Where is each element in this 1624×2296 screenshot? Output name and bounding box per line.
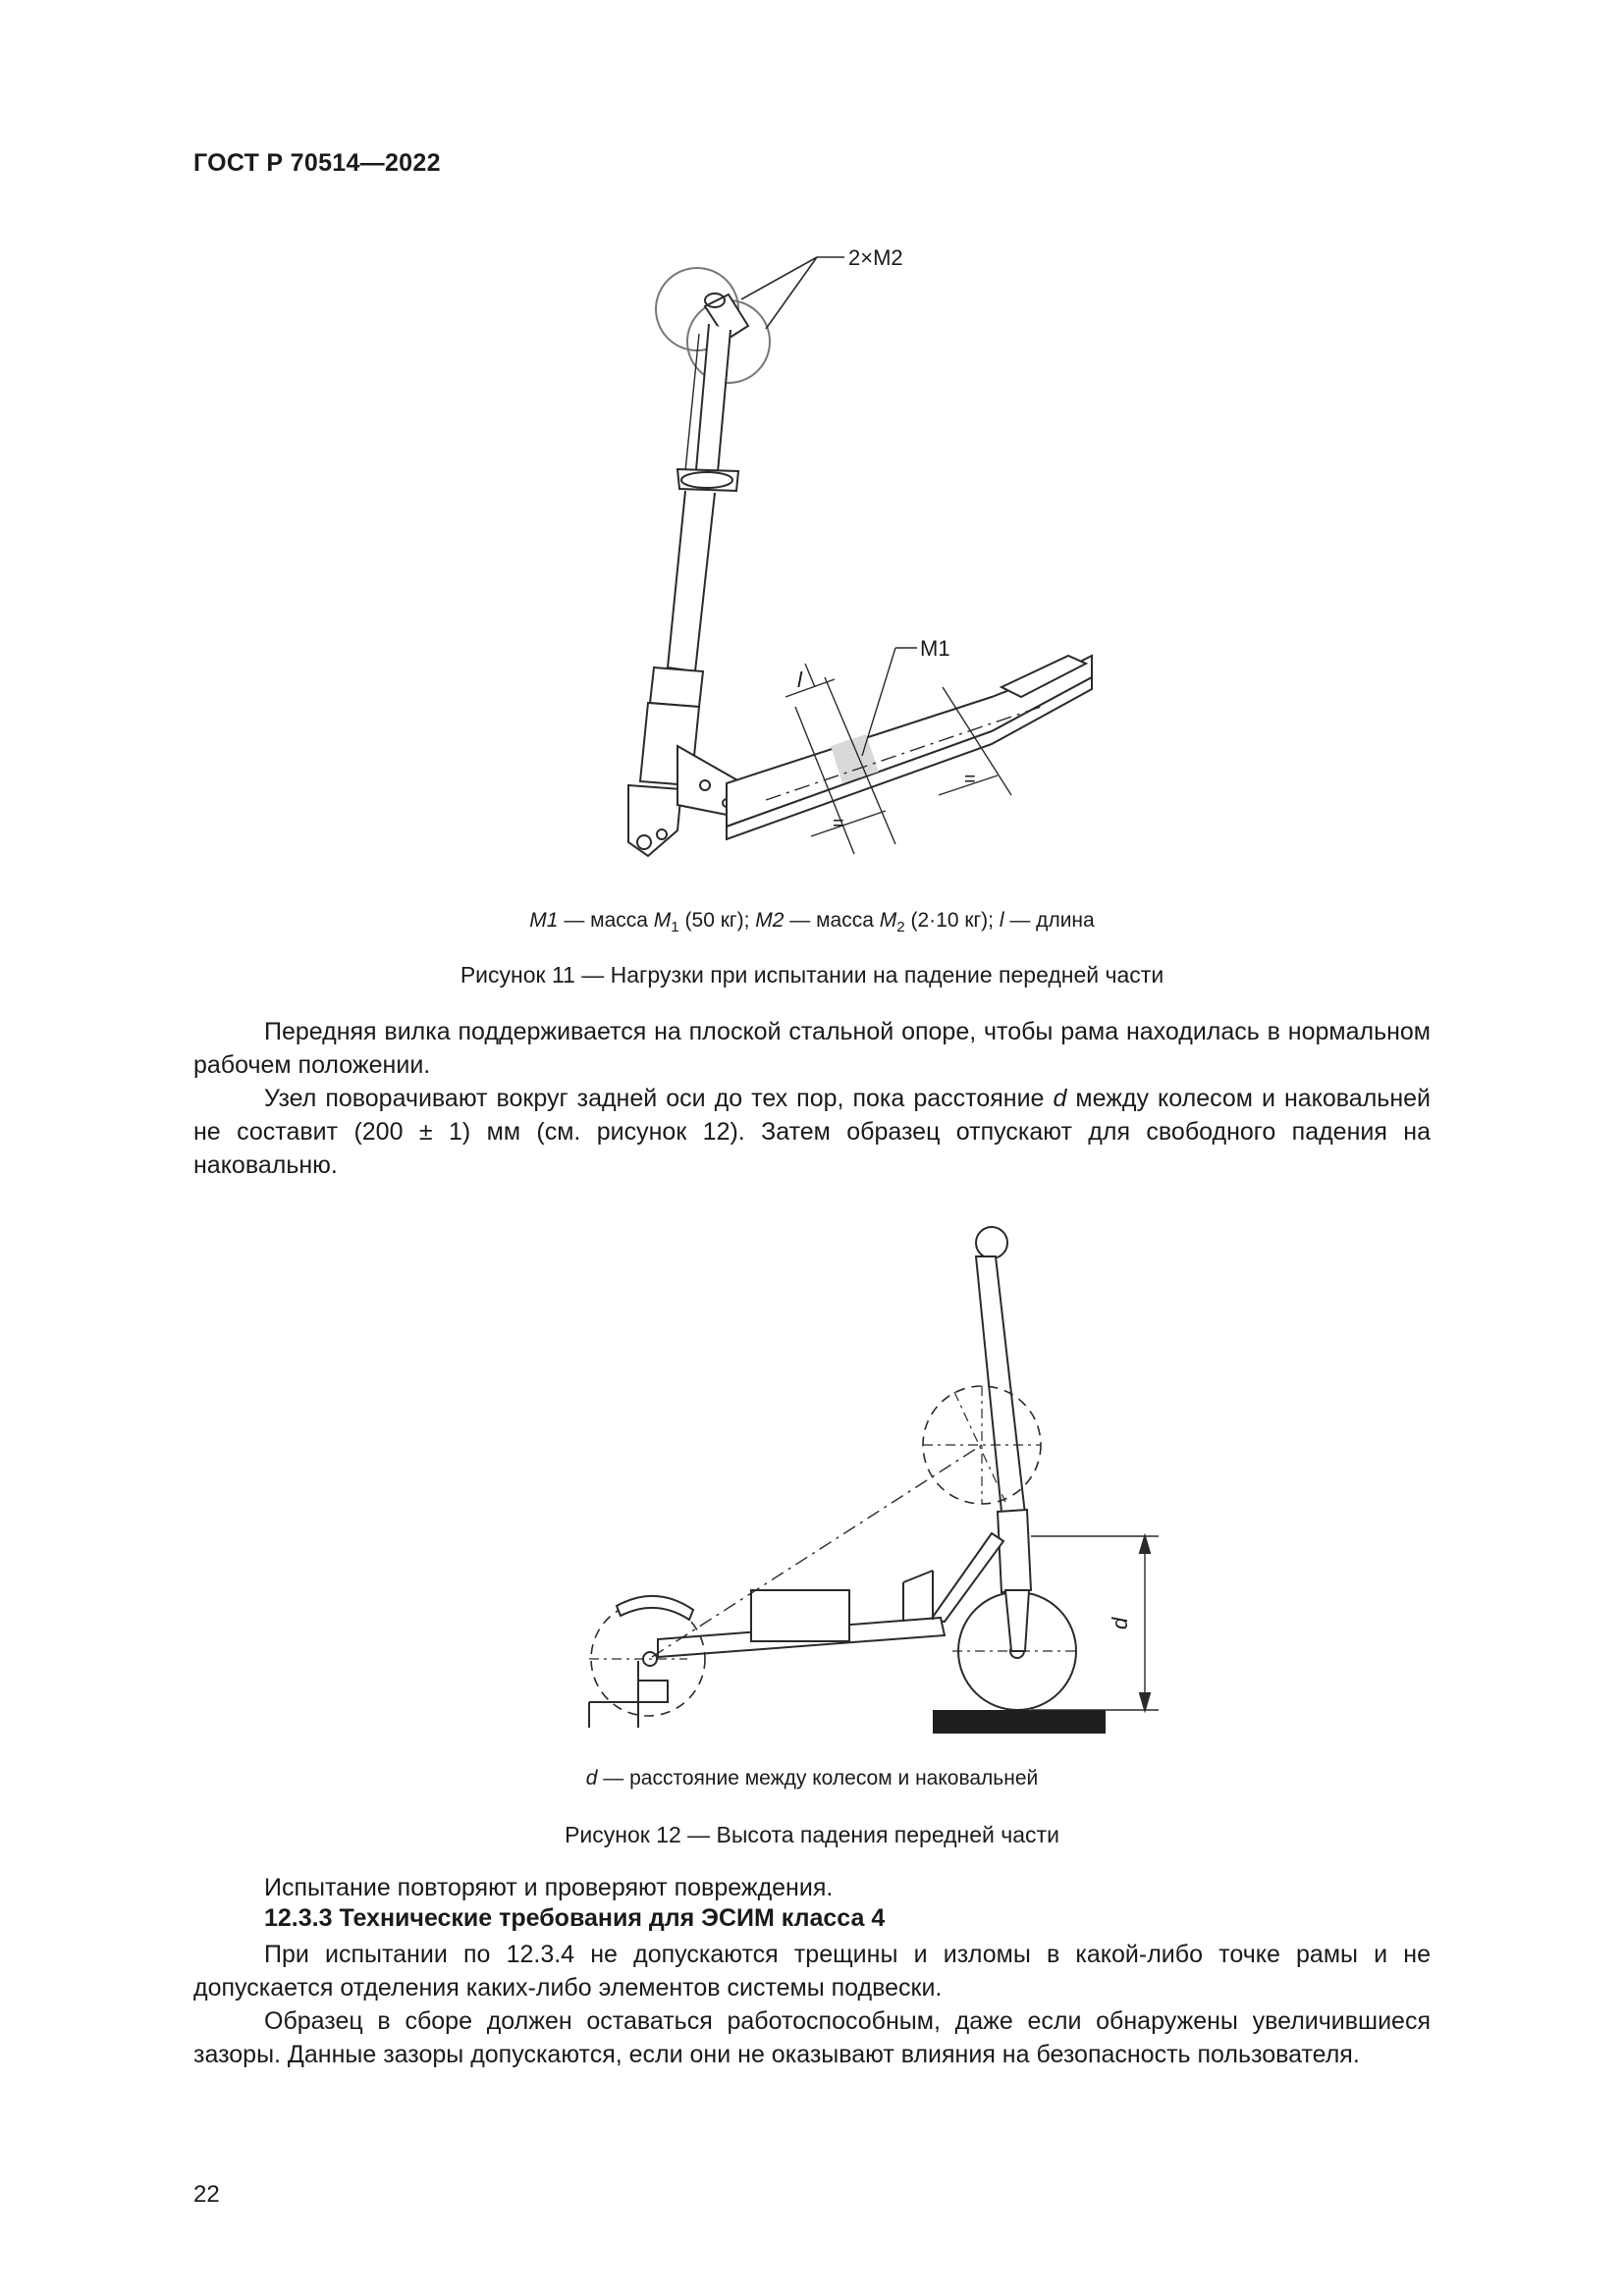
paragraph-repeat-test: Испытание повторяют и проверяют повреждения.: [264, 1874, 834, 1901]
label-l: l: [797, 667, 802, 692]
figure-11-scooter-load-diagram: [589, 236, 1139, 864]
label-m1: M1: [920, 636, 950, 661]
document-code: ГОСТ Р 70514—2022: [193, 149, 441, 177]
figure-12-caption: Рисунок 12 — Высота падения передней части: [565, 1822, 1059, 1847]
anvil: [933, 1710, 1106, 1734]
paragraph-no-cracks: При испытании по 12.3.4 не допускаются трещины и изломы в какой-либо точке рамы и не допускается отделения каких-либо элементов системы подвески.: [193, 1941, 1431, 2002]
label-equal-bottom: =: [833, 813, 844, 834]
paragraph-operability: Образец в сборе должен оставаться работоспособным, даже если обнаружены увеличившиеся зазоры. Данные зазоры допускаются, если они не оказывают влияния на безопасность пользователя.: [193, 2007, 1431, 2068]
label-d: d: [1108, 1617, 1132, 1629]
paragraph-rotation-drop: Узел поворачивают вокруг задней оси до тех пор, пока расстояние d между колесом и наковальней не составит (200 ± 1) мм (см. рисунок 12). Затем образец отпускают для свободного падения на наковальню.: [193, 1085, 1431, 1179]
section-heading-12-3-3: 12.3.3 Технические требования для ЭСИМ класса 4: [264, 1904, 886, 1932]
figure-11-legend: M1 — масса $M_1$ (50 кг); M2 — масса $M_2$ (2·10 кг); l — длина: [529, 909, 1095, 936]
label-equal-right: =: [964, 769, 976, 790]
figure-12-drop-height-diagram: [579, 1217, 1168, 1747]
page-number: 22: [193, 2181, 220, 2208]
figure-11-caption: Рисунок 11 — Нагрузки при испытании на падение передней части: [460, 962, 1164, 988]
figure-12-legend: d — расстояние между колесом и наковальней: [585, 1767, 1039, 1789]
label-2xm2: 2×M2: [848, 245, 903, 270]
paragraph-front-fork-support: Передняя вилка поддерживается на плоской стальной опоре, чтобы рама находилась в нормальном рабочем положении.: [193, 1018, 1431, 1079]
